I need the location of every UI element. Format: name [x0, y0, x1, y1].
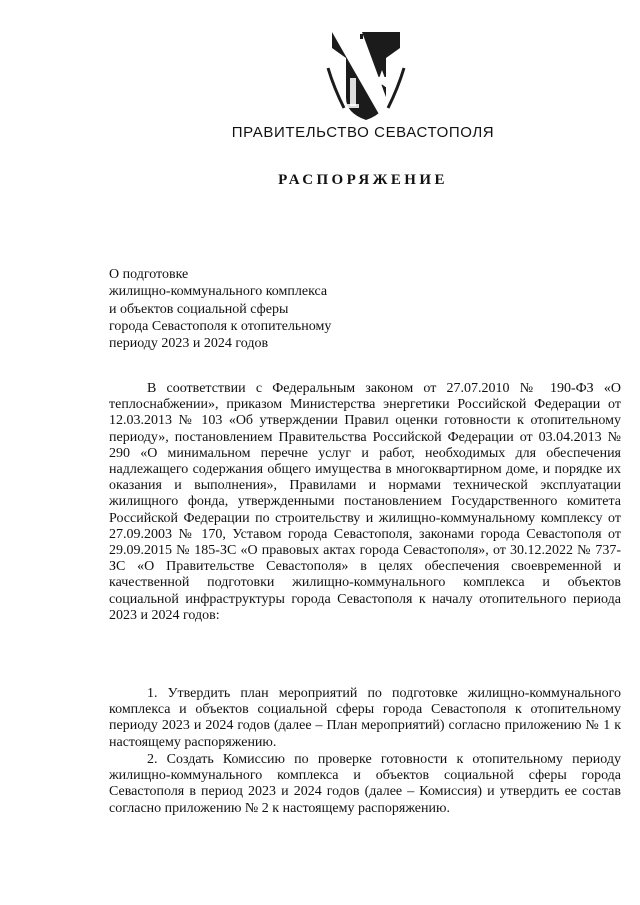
document-subject	[109, 266, 331, 352]
subject-line: периоду 2023 и 2024 годов	[109, 336, 269, 352]
item-1-paragraph: 1. Утвердить план мероприятий по подготовке жилищно-коммунального комплекса и объектов социальной сферы города Севастополя к отопительному периоду 2023 и 2024 годов (далее – План мероприятий) согласно приложению № 1 к настоящему распоряжению.	[109, 686, 621, 750]
subject-line: О подготовке	[109, 267, 189, 282]
item-2-paragraph: 2. Создать Комиссию по проверке готовности к отопительному периоду жилищно-коммунального комплекса и объектов социальной сферы города Севастополя в период 2023 и 2024 годов (далее – Комиссия) и утвердить ее состав согласно приложению № 2 к настоящему распоряжению.	[109, 752, 621, 816]
document-type-heading: РАСПОРЯЖЕНИЕ	[278, 172, 448, 188]
subject-line: жилищно-коммунального комплекса	[109, 284, 328, 300]
subject-line: и объектов социальной сферы	[109, 301, 289, 317]
sevastopol-coat-of-arms-icon	[326, 28, 406, 123]
subject-line: города Севастополя к отопительному	[109, 318, 332, 334]
preamble-paragraph: В соответствии с Федеральным законом от 27.07.2010 № 190-ФЗ «О теплоснабжении», приказом Министерства энергетики Российской Федерации от 12.03.2013 № 103 «Об утверждении Правил оценки готовности к отопительному периоду», постановлением Правительства Российской Федерации от 03.04.2013 № 290 «О минимальном перечне услуг и работ, необходимых для обеспечения надлежащего содержания общего имущества в многоквартирном доме, и порядке их оказания и выполнения», Правилами и нормами технической эксплуатации жилищного фонда, утвержденными постановлением Государственного комитета Российской Федерации по строительству и жилищно-коммунальному комплексу от 27.09.2003 № 170, Уставом города Севастополя, законами города Севастополя от 29.09.2015 № 185-ЗС «О правовых актах города Севастополя», от 30.12.2022 № 737-ЗС «О Правительстве Севастополя» в целях обеспечения своевременной и качественной подготовки жилищно-коммунального комплекса и объектов социальной инфраструктуры города Севастополя к началу отопительного периода 2023 и 2024 годов:	[109, 381, 621, 623]
government-title: ПРАВИТЕЛЬСТВО СЕВАСТОПОЛЯ	[231, 124, 495, 141]
